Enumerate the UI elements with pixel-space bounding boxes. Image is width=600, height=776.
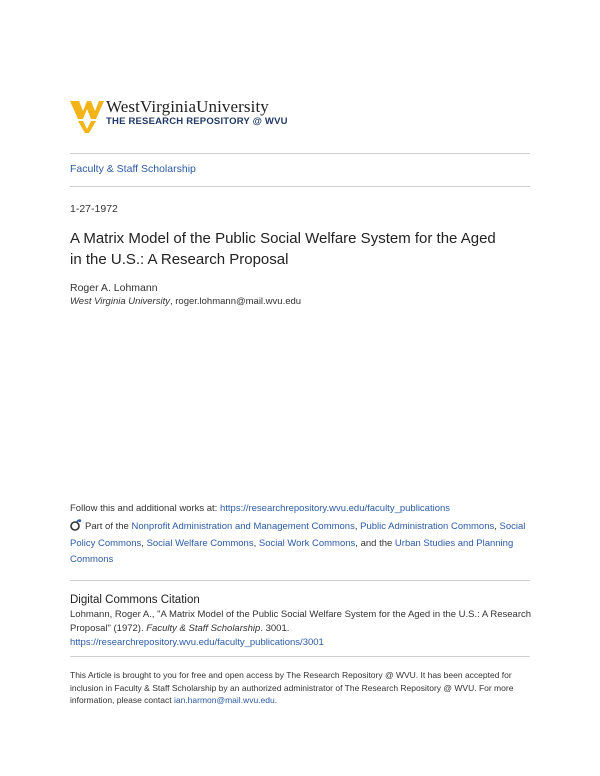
contact-email-link[interactable]: ian.harmon@mail.wvu.edu	[173, 695, 275, 705]
follow-line	[70, 503, 450, 514]
citation-text	[70, 608, 532, 650]
author-name: Roger A. Lohmann	[70, 282, 158, 294]
citation-main: Lohmann, Roger A., "A Matrix Model of the Public Social Welfare System for the Aged in the U.S.: A Research Proposal" (1972).	[70, 609, 532, 634]
affiliation-institution: West Virginia University	[70, 296, 170, 307]
access-notice-end: .	[274, 695, 278, 705]
commons-link-urban-studies[interactable]: Urban Studies and Planning Commons	[70, 537, 514, 565]
citation-heading: Digital Commons Citation	[70, 594, 200, 606]
title-line-2: in the U.S.: A Research Proposal	[70, 251, 289, 268]
series-link[interactable]: Faculty & Staff Scholarship	[70, 163, 196, 175]
follow-prefix: Follow this and additional works at:	[70, 503, 220, 514]
divider	[70, 656, 530, 657]
open-access-icon	[70, 519, 82, 531]
repository-name: THE RESEARCH REPOSITORY @ WVU	[106, 116, 288, 127]
university-name: WestVirginiaUniversity	[106, 97, 269, 116]
divider	[70, 580, 530, 581]
citation-url[interactable]: https://researchrepository.wvu.edu/faculty_publications/3001	[70, 637, 324, 648]
access-notice	[70, 669, 532, 707]
part-of-prefix: Part of the	[85, 521, 132, 532]
divider	[70, 153, 530, 154]
citation-series: Faculty & Staff Scholarship	[146, 623, 261, 634]
commons-link-social-welfare[interactable]: Social Welfare Commons	[146, 537, 254, 549]
commons-link-nonprofit[interactable]: Nonprofit Administration and Management Commons	[131, 521, 355, 532]
article-title	[70, 228, 530, 270]
wvu-logo[interactable]	[70, 95, 330, 137]
title-line-1: A Matrix Model of the Public Social Welfare System for the Aged	[70, 230, 496, 247]
commons-link-social-work[interactable]: Social Work Commons	[258, 537, 356, 549]
access-notice-text: This Article is brought to you for free and open access by The Research Repository @ WVU. It has been accepted for inclusion in Faculty & Staff Scholarship by an authorized administrator of The Research Repository @ WVU. For more information, please contact	[70, 670, 514, 705]
divider	[70, 186, 530, 187]
flying-wv-icon	[70, 97, 104, 133]
collection-link[interactable]: https://researchrepository.wvu.edu/faculty_publications	[219, 503, 451, 514]
publication-date: 1-27-1972	[70, 203, 118, 215]
commons-link-social-policy[interactable]: Social Policy Commons	[70, 521, 526, 549]
author-email: roger.lohmann@mail.wvu.edu	[175, 296, 302, 307]
citation-number: . 3001.	[260, 623, 290, 634]
commons-link-public-administration[interactable]: Public Administration Commons	[360, 521, 495, 532]
author-affiliation: West Virginia University, roger.lohmann@mail.wvu.edu	[70, 296, 302, 307]
part-of-line: Part of the Nonprofit Administration and Management Commons, Public Administration Commons, Social Policy Commons, Social Welfare Commons, Social Work Commons, and the Urban Studies and Planning Commons	[70, 521, 526, 565]
part-of-and: , and the	[355, 537, 395, 549]
